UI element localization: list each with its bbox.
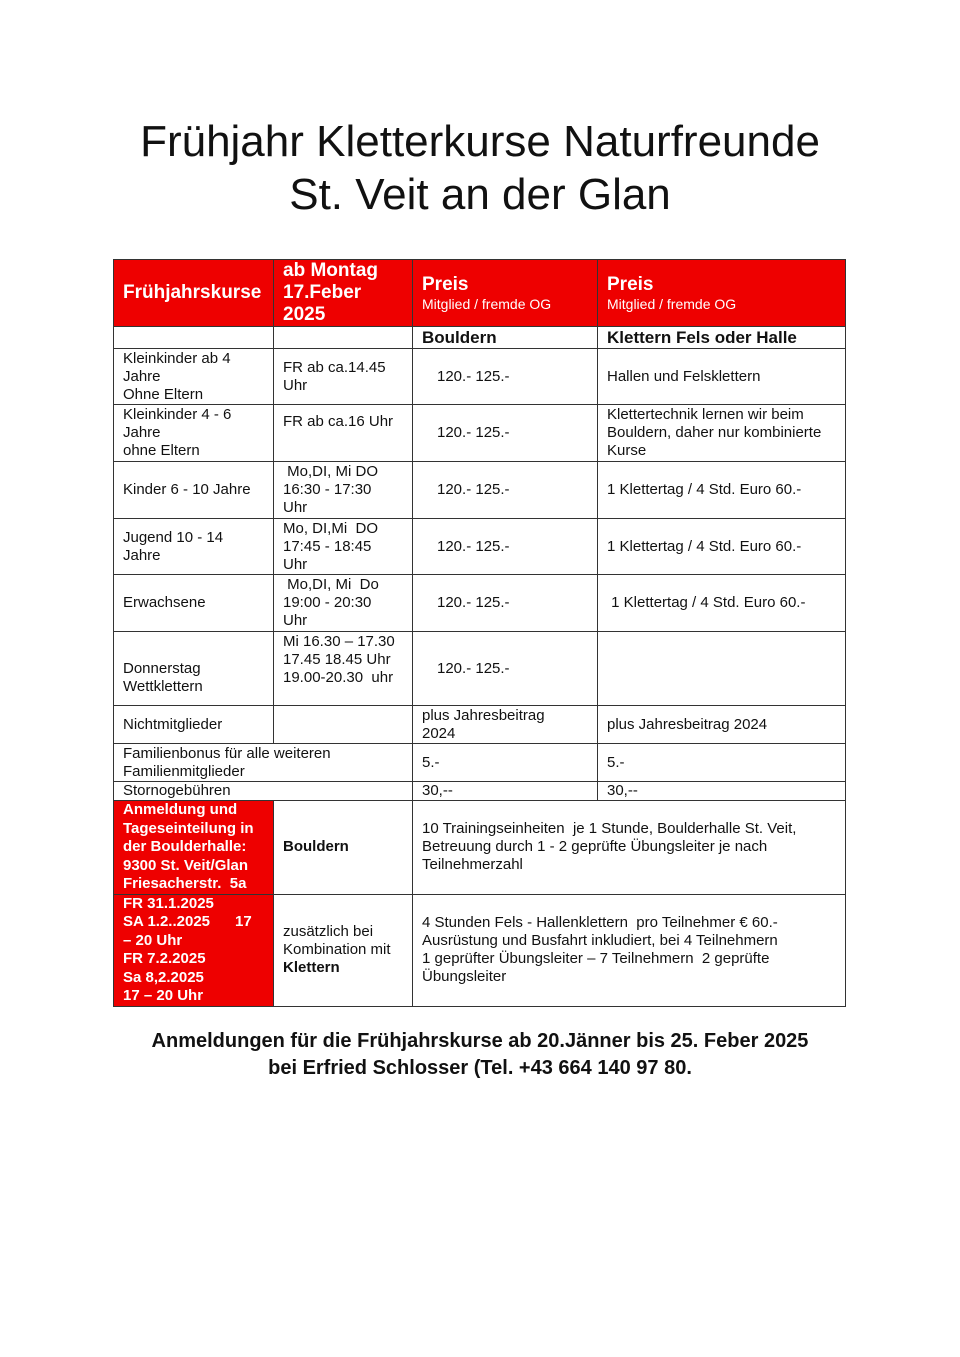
course-time-line: Uhr	[283, 555, 308, 573]
course-climbing-line: Hallen und Felsklettern	[607, 367, 761, 385]
subheader-klettern: Klettern Fels oder Halle	[598, 327, 846, 349]
course-name-line: Jahre	[123, 424, 161, 441]
course-time-line: 19:00 - 20:30	[283, 594, 372, 611]
course-climbing-line: 1 Klettertag / 4 Std. Euro 60.-	[607, 594, 806, 611]
course-climbing	[598, 405, 846, 462]
dates-line: Sa 8,2.2025	[123, 968, 204, 986]
subheader-row	[114, 327, 846, 349]
course-name-line: Donnerstag	[123, 659, 201, 677]
course-time-line: Uhr	[283, 499, 308, 516]
course-time	[274, 632, 413, 706]
header-start-line-2: 17.Feber	[283, 282, 362, 303]
course-time-line: 17.45 18.45 Uhr	[283, 651, 391, 668]
dates-combination-line: Kombination mit	[283, 940, 391, 958]
registration-row	[114, 801, 846, 895]
course-name-line: Ohne Eltern	[123, 385, 204, 403]
family-bouldern: 5.-	[413, 744, 598, 782]
course-price: 120.- 125.-	[413, 462, 598, 519]
subheader-bouldern: Bouldern	[413, 327, 598, 349]
course-climbing-line: Bouldern, daher nur kombinierte	[607, 424, 822, 441]
registration-location	[114, 801, 274, 895]
course-name-line: Kleinkinder ab 4	[123, 349, 231, 367]
course-name	[114, 575, 274, 632]
family-label	[114, 744, 413, 782]
registration-line: Friesacherstr. 5a	[123, 875, 247, 892]
dates-row	[114, 894, 846, 1006]
course-row	[114, 519, 846, 575]
course-climbing	[598, 632, 846, 706]
storno-label: Stornogebühren	[114, 782, 413, 801]
course-time-line: Mo,DI, Mi DO	[283, 463, 379, 480]
course-row	[114, 632, 846, 706]
course-row	[114, 575, 846, 632]
nonmembers-empty	[274, 706, 413, 744]
course-name-line: Wettklettern	[123, 677, 203, 695]
course-climbing-line: Klettertechnik lernen wir beim	[607, 406, 804, 423]
registration-footer	[0, 1028, 960, 1082]
course-time-line: 16:30 - 17:30	[283, 481, 372, 498]
storno-klettern: 30,--	[598, 782, 846, 801]
registration-description-line: Betreuung durch 1 - 2 geprüfte Übungsleiter je nach	[422, 838, 768, 855]
header-price-klettern	[598, 260, 846, 327]
course-time-line: Uhr	[283, 612, 308, 629]
course-name-line: Erwachsene	[123, 594, 206, 611]
title-line-2: St. Veit an der Glan	[289, 170, 671, 219]
registration-type: Bouldern	[274, 801, 413, 895]
header-price-bouldern	[413, 260, 598, 327]
header-price-title: Preis	[607, 273, 654, 295]
course-climbing	[598, 349, 846, 405]
course-climbing-line: Kurse	[607, 442, 647, 459]
course-time	[274, 519, 413, 575]
course-name-line: Jahre	[123, 546, 161, 564]
nonmembers-price-line: plus Jahresbeitrag	[422, 706, 545, 724]
family-label-line: Familienmitglieder	[123, 762, 245, 780]
course-price: 120.- 125.-	[413, 349, 598, 405]
course-climbing	[598, 462, 846, 519]
dates-list	[114, 894, 274, 1006]
course-name	[114, 405, 274, 462]
registration-line: der Boulderhalle:	[123, 838, 247, 855]
header-price-subtitle: Mitglied / fremde OG	[422, 295, 552, 312]
course-table	[113, 259, 846, 1007]
course-name-line: Jugend 10 - 14	[123, 528, 224, 546]
dates-line: FR 31.1.2025	[123, 894, 214, 912]
course-time-line: Mo, DI,Mi DO	[283, 519, 379, 537]
subheader-empty	[274, 327, 413, 349]
course-time-line: FR ab ca.14.45	[283, 358, 386, 376]
course-time-line: Uhr	[283, 376, 308, 394]
header-row	[114, 260, 846, 327]
registration-line: Tageseinteilung in	[123, 819, 254, 837]
course-price: 120.- 125.-	[413, 519, 598, 575]
family-label-line: Familienbonus für alle weiteren	[123, 744, 331, 762]
course-row	[114, 462, 846, 519]
course-time-line: 19.00-20.30 uhr	[283, 669, 394, 686]
course-time-line: 17:45 - 18:45	[283, 537, 372, 555]
course-time	[274, 349, 413, 405]
dates-line: SA 1.2..2025 17	[123, 913, 252, 930]
dates-combination	[274, 894, 413, 1006]
dates-line: 17 – 20 Uhr	[123, 987, 204, 1004]
registration-line: Anmeldung und	[123, 801, 238, 818]
course-row	[114, 349, 846, 405]
nonmembers-price-line: 2024	[422, 724, 456, 742]
header-start-line-3: 2025	[283, 304, 326, 325]
dates-line: FR 7.2.2025	[123, 950, 206, 967]
nonmembers-label: Nichtmitglieder	[114, 706, 274, 744]
course-time	[274, 405, 413, 462]
course-price: 120.- 125.-	[413, 575, 598, 632]
page-title	[0, 115, 960, 221]
dates-description-line: Übungsleiter	[422, 968, 507, 985]
footer-line-2: bei Erfried Schlosser (Tel. +43 664 140 97 80.	[268, 1057, 692, 1079]
course-name	[114, 632, 274, 706]
dates-description	[413, 894, 846, 1006]
course-climbing	[598, 575, 846, 632]
registration-line: 9300 St. Veit/Glan	[123, 856, 249, 874]
family-klettern: 5.-	[598, 744, 846, 782]
course-price: 120.- 125.-	[413, 405, 598, 462]
course-name-line: Kinder 6 - 10 Jahre	[123, 481, 251, 498]
family-row	[114, 744, 846, 782]
course-time	[274, 575, 413, 632]
header-course: Frühjahrskurse	[114, 260, 274, 327]
nonmembers-row	[114, 706, 846, 744]
registration-description-line: 10 Trainingseinheiten je 1 Stunde, Boulderhalle St. Veit,	[422, 820, 797, 837]
dates-combination-line: zusätzlich bei	[283, 922, 374, 940]
subheader-empty	[114, 327, 274, 349]
header-price-title: Preis	[422, 273, 469, 295]
course-climbing-line: 1 Klettertag / 4 Std. Euro 60.-	[607, 481, 802, 498]
course-time-line: Mi 16.30 – 17.30	[283, 633, 395, 650]
dates-combination-line: Klettern	[283, 958, 340, 976]
course-name-line: ohne Eltern	[123, 442, 200, 459]
course-climbing	[598, 519, 846, 575]
footer-line-1: Anmeldungen für die Frühjahrskurse ab 20.Jänner bis 25. Feber 2025	[151, 1030, 809, 1052]
course-row	[114, 405, 846, 462]
course-climbing-line: 1 Klettertag / 4 Std. Euro 60.-	[607, 537, 802, 555]
dates-line: – 20 Uhr	[123, 931, 183, 949]
dates-description-line: Ausrüstung und Busfahrt inkludiert, bei 4 Teilnehmern	[422, 932, 778, 949]
title-line-1: Frühjahr Kletterkurse Naturfreunde	[140, 117, 820, 166]
course-name	[114, 349, 274, 405]
dates-description-line: 4 Stunden Fels - Hallenklettern pro Teilnehmer € 60.-	[422, 914, 778, 931]
header-start	[274, 260, 413, 327]
course-time-line: Mo,DI, Mi Do	[283, 576, 379, 593]
registration-description-line: Teilnehmerzahl	[422, 856, 523, 873]
course-name-line: Jahre	[123, 367, 161, 385]
nonmembers-price-bouldern	[413, 706, 598, 744]
course-price: 120.- 125.-	[413, 632, 598, 706]
dates-description-line: 1 geprüfter Übungsleiter – 7 Teilnehmern 2 geprüfte	[422, 950, 770, 967]
nonmembers-price-klettern: plus Jahresbeitrag 2024	[598, 706, 846, 744]
storno-bouldern: 30,--	[413, 782, 598, 801]
storno-row	[114, 782, 846, 801]
header-price-subtitle: Mitglied / fremde OG	[607, 295, 737, 312]
registration-description	[413, 801, 846, 895]
course-time-line: FR ab ca.16 Uhr	[283, 413, 394, 430]
header-start-line-1: ab Montag	[283, 260, 378, 281]
course-name	[114, 519, 274, 575]
course-name	[114, 462, 274, 519]
course-time	[274, 462, 413, 519]
course-name-line: Kleinkinder 4 - 6	[123, 406, 232, 423]
